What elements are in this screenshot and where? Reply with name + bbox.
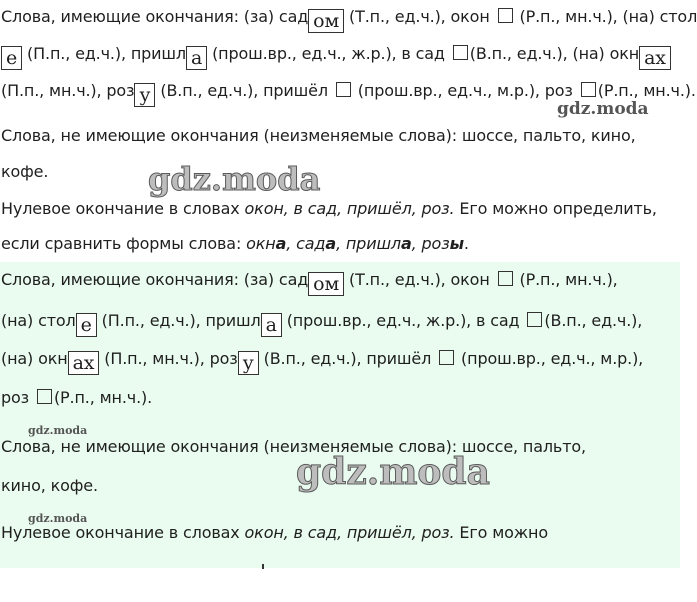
ending-box: ом: [308, 272, 344, 296]
line: Слова, имеющие окончания: (за) сад ом (Т.п., ед.ч.), окон (Р.п., мн.ч.), (на) стол: [1, 7, 697, 32]
ending-box: ах: [639, 46, 671, 70]
line: если сравнить формы слова: окна, сада, пришла, розы.: [1, 234, 469, 253]
ending-box: ом: [308, 9, 344, 33]
line: кофе.: [1, 162, 49, 181]
ending-box: а: [261, 313, 282, 337]
line: е (П.п., ед.ч.), пришл а (прош.вр., ед.ч., ж.р.), в сад (В.п., ед.ч.), (на) окн ах: [1, 44, 671, 70]
line: Нулевое окончание в словах окон, в сад, пришёл, роз. Его можно определить,: [1, 199, 657, 218]
line: Слова, не имеющие окончания (неизменяемые слова): шоссе, пальто,: [1, 437, 586, 456]
zero-ending-square: [439, 350, 454, 365]
watermark: gdz.moda: [28, 512, 88, 525]
watermark: gdz.moda: [296, 451, 490, 493]
ending-box: е: [76, 313, 97, 337]
ending-box: у: [238, 351, 259, 375]
zero-ending-square: [336, 82, 351, 97]
line: (П.п., мн.ч.), роз у (В.п., ед.ч.), пришёл (прош.вр., ед.ч., м.р.), роз (Р.п., мн.ч.).: [1, 81, 696, 106]
zero-ending-square: [37, 389, 52, 404]
zero-ending-square: [498, 271, 513, 286]
zero-ending-square: [581, 82, 596, 97]
watermark: gdz.moda: [557, 99, 649, 119]
zero-ending-square: [453, 45, 468, 60]
cursor-mark: [262, 564, 264, 569]
line: кино, кофе.: [1, 476, 98, 495]
line: Слова, имеющие окончания: (за) сад ом (Т.п., ед.ч.), окон (Р.п., мн.ч.),: [1, 270, 618, 295]
zero-ending-square: [527, 312, 542, 327]
line: (на) окн ах (П.п., мн.ч.), роз у (В.п., ед.ч.), пришёл (прош.вр., ед.ч., м.р.),: [1, 349, 644, 374]
zero-ending-square: [498, 8, 513, 23]
text-block-highlighted: [0, 262, 680, 568]
watermark: gdz.moda: [28, 424, 88, 437]
ending-box: у: [134, 83, 155, 107]
watermark: gdz.moda: [148, 160, 321, 198]
line: Нулевое окончание в словах окон, в сад, пришёл, роз. Его можно: [1, 523, 548, 542]
ending-box: а: [186, 46, 207, 70]
text-block-original: [0, 0, 697, 262]
ending-box: ах: [68, 351, 100, 375]
line: (на) стол е (П.п., ед.ч.), пришл а (прош.вр., ед.ч., ж.р.), в сад (В.п., ед.ч.),: [1, 311, 643, 336]
ending-box: е: [1, 46, 22, 70]
line: роз (Р.п., мн.ч.).: [1, 388, 153, 407]
line: Слова, не имеющие окончания (неизменяемые слова): шоссе, пальто, кино,: [1, 126, 636, 145]
